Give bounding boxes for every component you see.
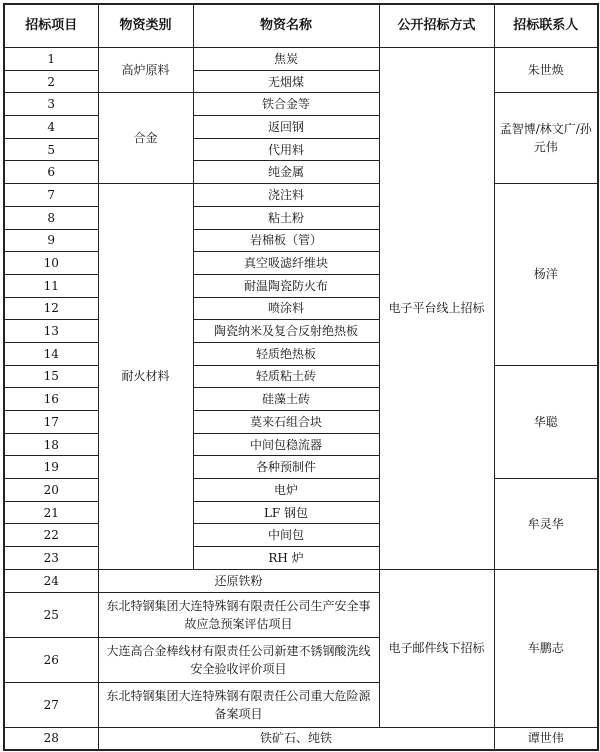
material-name: 浇注料 — [193, 184, 379, 207]
contact-cell: 杨洋 — [494, 184, 598, 366]
contact-cell: 孟智博/林文广/孙元伟 — [494, 93, 598, 184]
material-name: RH 炉 — [193, 547, 379, 570]
row-number: 3 — [4, 93, 98, 116]
row-number: 13 — [4, 320, 98, 343]
header-project: 招标项目 — [4, 4, 98, 48]
row-number: 17 — [4, 411, 98, 434]
row-number: 27 — [4, 682, 98, 727]
material-name: 铁合金等 — [193, 93, 379, 116]
category-cell: 合金 — [98, 93, 193, 184]
row-number: 24 — [4, 569, 98, 592]
row-number: 22 — [4, 524, 98, 547]
method-cell: 电子邮件线下招标 — [379, 569, 494, 727]
row-number: 2 — [4, 70, 98, 93]
material-name: 无烟煤 — [193, 70, 379, 93]
procurement-table — [3, 3, 599, 751]
row-number: 8 — [4, 206, 98, 229]
row-number: 25 — [4, 592, 98, 637]
contact-cell: 谭世伟 — [494, 727, 598, 750]
material-name: 轻质粘土砖 — [193, 365, 379, 388]
material-name: 纯金属 — [193, 161, 379, 184]
material-name: 粘土粉 — [193, 206, 379, 229]
material-name: 代用料 — [193, 138, 379, 161]
row-number: 11 — [4, 274, 98, 297]
contact-cell: 牟灵华 — [494, 479, 598, 570]
merged-material: 还原铁粉 — [98, 569, 379, 592]
header-contact: 招标联系人 — [494, 4, 598, 48]
material-name: 中间包稳流器 — [193, 433, 379, 456]
table-row — [4, 727, 598, 750]
row-number: 6 — [4, 161, 98, 184]
row-number: 23 — [4, 547, 98, 570]
material-name: LF 钢包 — [193, 501, 379, 524]
material-name: 硅藻土砖 — [193, 388, 379, 411]
row-number: 20 — [4, 479, 98, 502]
table-row — [4, 569, 598, 592]
merged-material: 大连高合金棒线材有限责任公司新建不锈钢酸洗线安全验收评价项目 — [98, 637, 379, 682]
row-number: 7 — [4, 184, 98, 207]
contact-cell: 华聪 — [494, 365, 598, 478]
row-number: 15 — [4, 365, 98, 388]
material-name: 焦炭 — [193, 48, 379, 71]
row-number: 4 — [4, 116, 98, 139]
table-row — [4, 184, 598, 207]
merged-material: 东北特钢集团大连特殊钢有限责任公司生产安全事故应急预案评估项目 — [98, 592, 379, 637]
header-method: 公开招标方式 — [379, 4, 494, 48]
row-number: 26 — [4, 637, 98, 682]
row-number: 19 — [4, 456, 98, 479]
row-number: 9 — [4, 229, 98, 252]
material-name: 各种预制件 — [193, 456, 379, 479]
contact-cell: 朱世焕 — [494, 48, 598, 93]
material-name: 岩棉板（管） — [193, 229, 379, 252]
header-material: 物资名称 — [193, 4, 379, 48]
row-number: 14 — [4, 342, 98, 365]
header-row — [4, 4, 598, 48]
row-number: 1 — [4, 48, 98, 71]
material-name: 莫来石组合块 — [193, 411, 379, 434]
merged-material: 铁矿石、纯铁 — [98, 727, 494, 750]
material-name: 陶瓷纳米及复合反射绝热板 — [193, 320, 379, 343]
contact-cell: 车鹏志 — [494, 569, 598, 727]
method-cell: 电子平台线上招标 — [379, 48, 494, 570]
material-name: 真空吸滤纤维块 — [193, 252, 379, 275]
row-number: 28 — [4, 727, 98, 750]
table-row — [4, 365, 598, 388]
category-cell: 高炉原料 — [98, 48, 193, 93]
material-name: 耐温陶瓷防火布 — [193, 274, 379, 297]
material-name: 返回钢 — [193, 116, 379, 139]
header-category: 物资类别 — [98, 4, 193, 48]
material-name: 电炉 — [193, 479, 379, 502]
material-name: 中间包 — [193, 524, 379, 547]
row-number: 18 — [4, 433, 98, 456]
row-number: 21 — [4, 501, 98, 524]
table-row — [4, 93, 598, 116]
material-name: 喷涂料 — [193, 297, 379, 320]
table-row — [4, 479, 598, 502]
row-number: 10 — [4, 252, 98, 275]
row-number: 16 — [4, 388, 98, 411]
row-number: 12 — [4, 297, 98, 320]
row-number: 5 — [4, 138, 98, 161]
merged-material: 东北特钢集团大连特殊钢有限责任公司重大危险源备案项目 — [98, 682, 379, 727]
material-name: 轻质绝热板 — [193, 342, 379, 365]
category-cell: 耐火材料 — [98, 184, 193, 570]
table-row — [4, 48, 598, 71]
